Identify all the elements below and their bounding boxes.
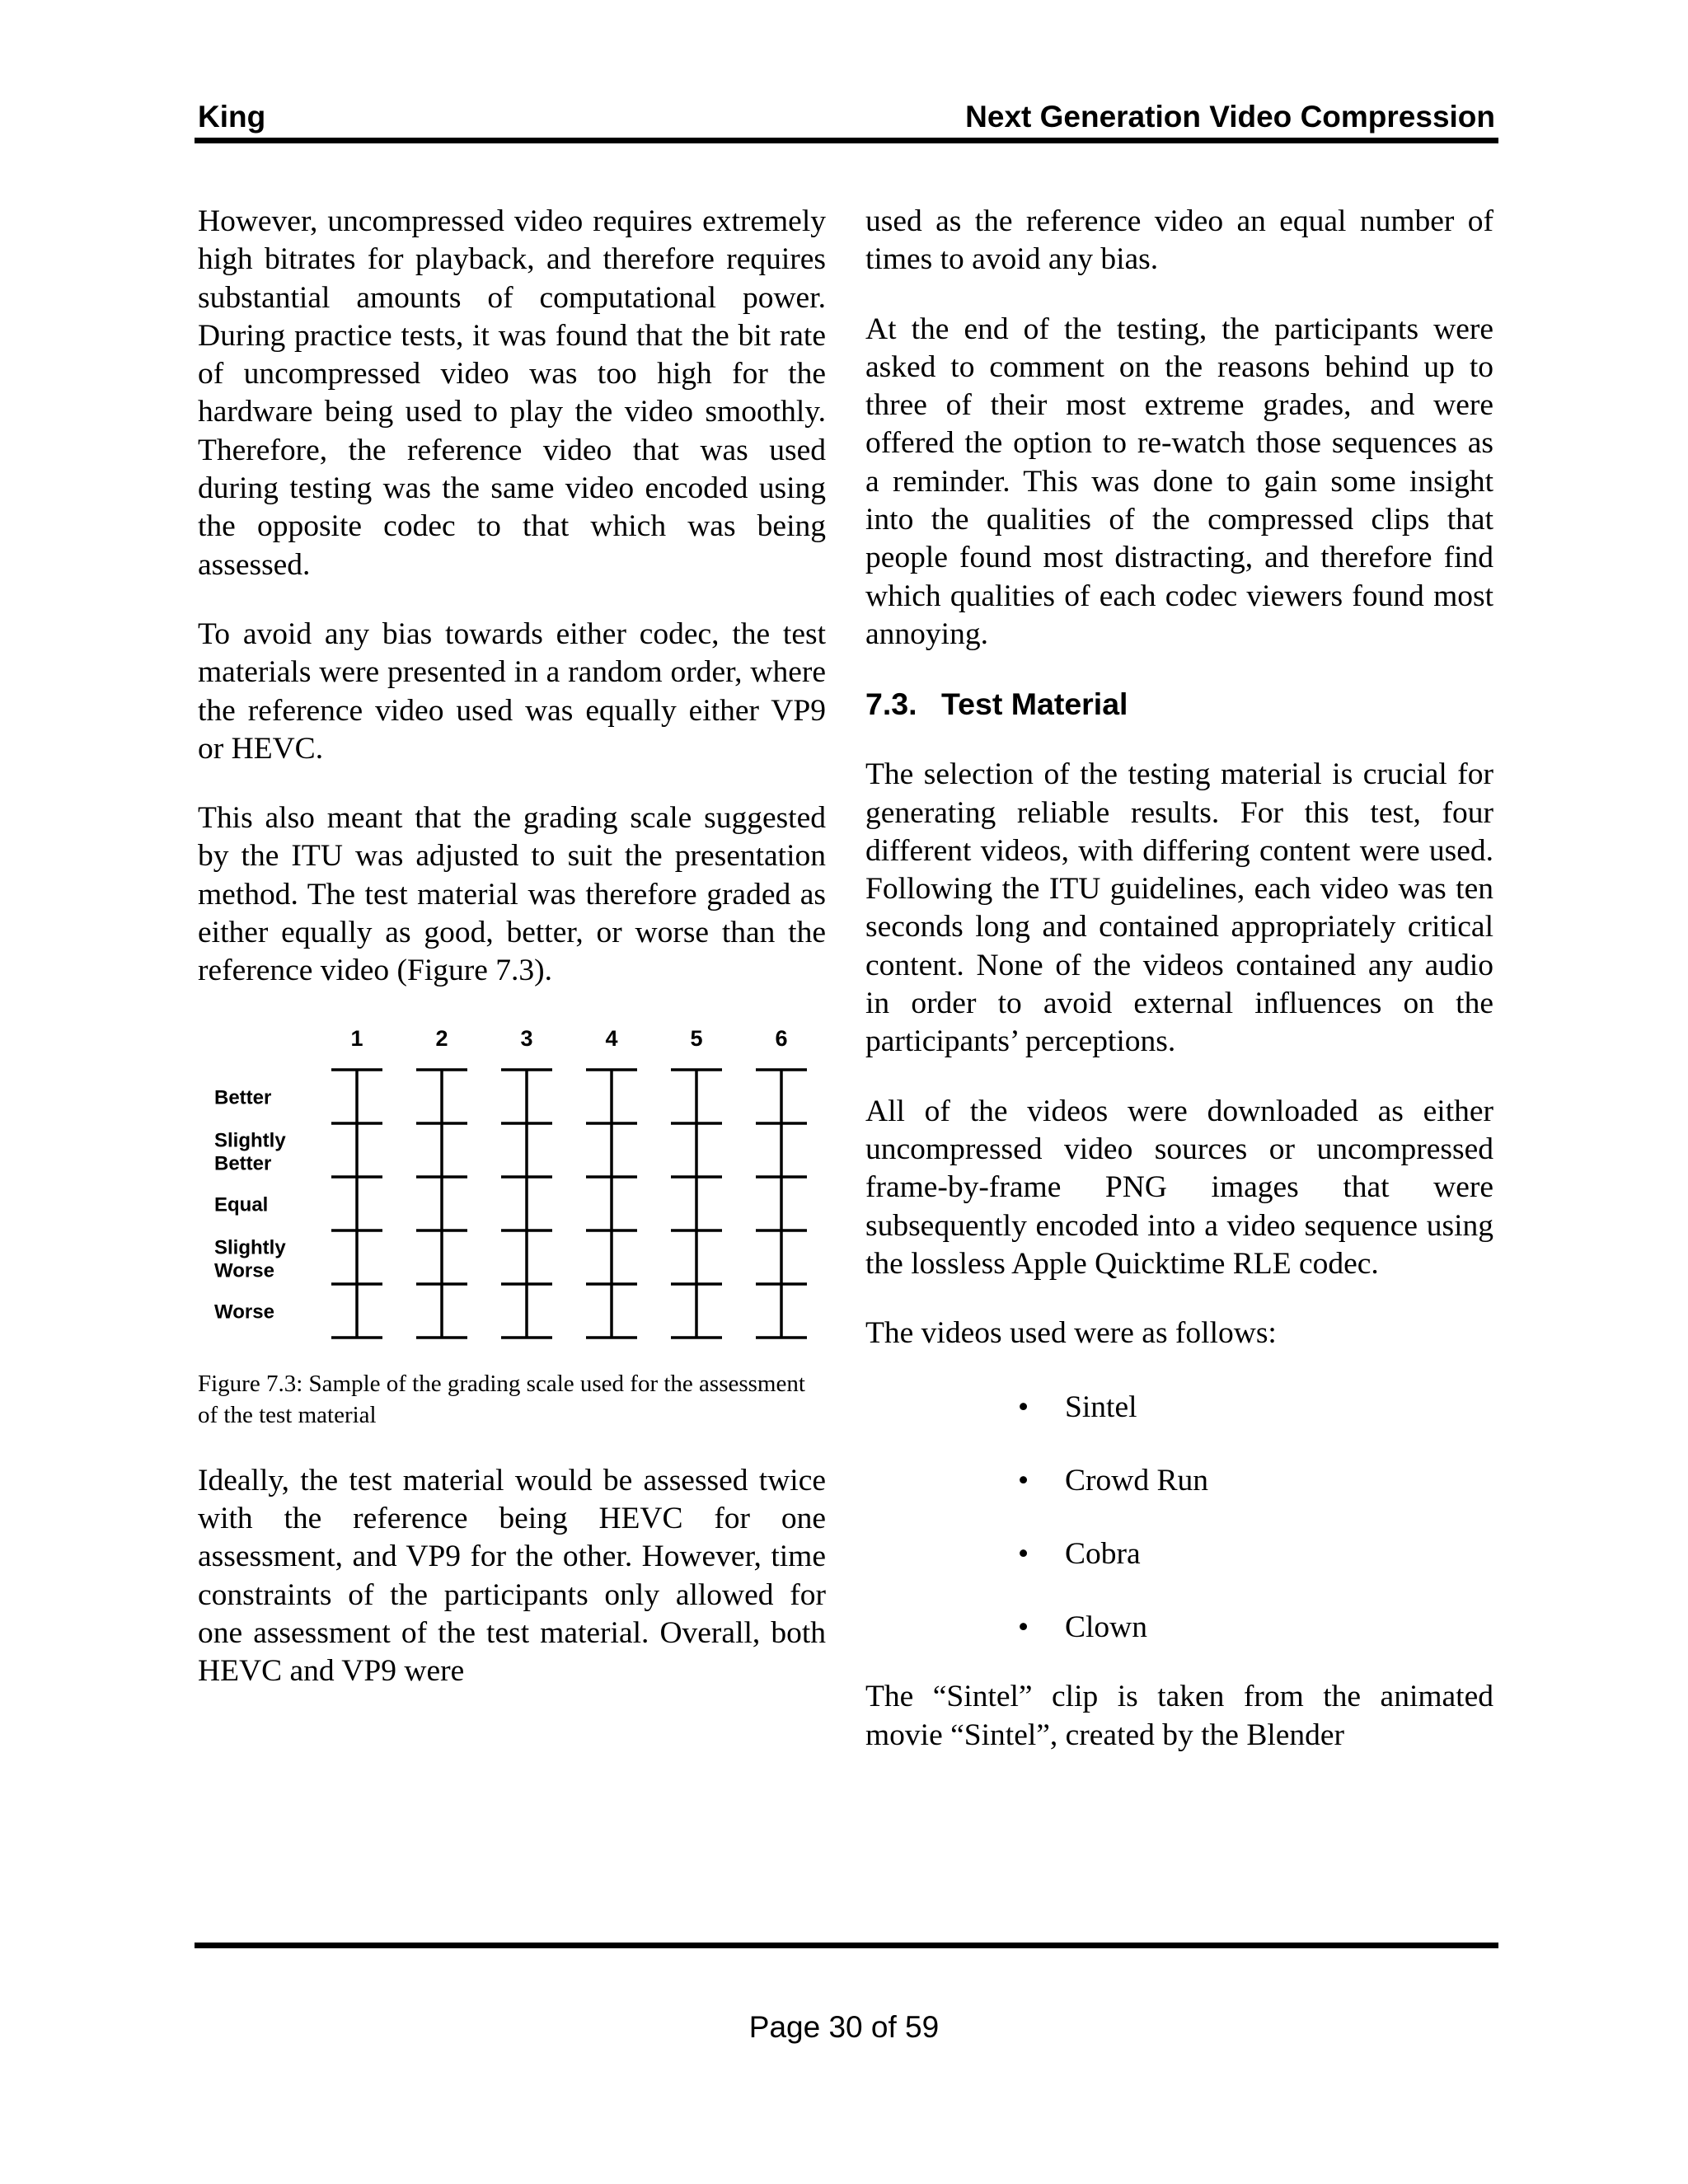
grading-scale-figure	[198, 1022, 826, 1368]
paragraph: Ideally, the test material would be assessed twice with the reference being HEVC for one assessment, and VP9 for the other. However, time constraints of the participants only allowed for one assessment of the test material. Overall, both HEVC and VP9 were	[198, 1463, 826, 1689]
figure-caption: Figure 7.3: Sample of the grading scale used for the assessment of the test material	[198, 1370, 805, 1428]
list-item	[865, 1462, 1493, 1500]
video-name: Clown	[1065, 1610, 1148, 1645]
running-head-author: King	[198, 100, 266, 134]
paragraph: All of the videos were downloaded as either uncompressed video sources or uncompressed frame-by-frame PNG images that were subsequently encoded into a video sequence using the lossless Apple Quicktime RLE codec.	[865, 1094, 1493, 1281]
scale-column-label: 4	[605, 1025, 618, 1051]
paragraph: The selection of the testing material is crucial for generating reliable results. For this test, four different videos, with differing content were used. Following the ITU guidelines, each video was ten seconds long and contained appropriately critical content. None of the videos contained any audio in order to avoid external influences on the participants’ perceptions.	[865, 757, 1493, 1059]
scale-level-label: Worse	[214, 1259, 274, 1282]
bullet-icon: •	[1018, 1610, 1029, 1645]
video-name: Cobra	[1065, 1537, 1141, 1572]
list-item	[865, 1535, 1493, 1573]
bullet-icon: •	[1018, 1537, 1029, 1572]
bullet-icon: •	[1018, 1390, 1029, 1425]
section-heading	[865, 685, 1493, 723]
scale-column-label: 1	[350, 1025, 363, 1051]
grading-scale-diagram	[198, 1022, 826, 1368]
paragraph: The “Sintel” clip is taken from the animated movie “Sintel”, created by the Blender	[865, 1680, 1493, 1752]
section-number: 7.3.	[865, 687, 917, 722]
scale-level-label: Equal	[214, 1193, 269, 1216]
header-rule	[195, 138, 1498, 143]
bullet-icon: •	[1018, 1464, 1029, 1498]
scale-column-label: 3	[520, 1025, 533, 1051]
scale-column-label: 2	[435, 1025, 448, 1051]
paragraph: To avoid any bias towards either codec, the test materials were presented in a random order, where the reference video used was equally either VP9 or HEVC.	[198, 616, 826, 766]
scale-column-label: 5	[690, 1025, 703, 1051]
page-number: Page 30 of 59	[748, 2010, 940, 2044]
list-item	[865, 1609, 1493, 1647]
left-column	[198, 203, 826, 1690]
video-name: Crowd Run	[1065, 1464, 1208, 1498]
scale-level-label: Slightly	[214, 1129, 286, 1152]
section-title: Test Material	[941, 687, 1128, 722]
paragraph: This also meant that the grading scale suggested by the ITU was adjusted to suit the presentation method. The test material was therefore graded as either equally as good, better, or worse than the reference video (Figure 7.3).	[198, 801, 826, 988]
scale-level-label: Better	[214, 1152, 272, 1175]
video-name: Sintel	[1065, 1390, 1137, 1425]
scale-level-label: Worse	[214, 1301, 274, 1324]
right-column	[865, 203, 1493, 1755]
running-head-title: Next Generation Video Compression	[965, 100, 1495, 134]
scale-level-label: Slightly	[214, 1236, 286, 1259]
video-list	[865, 1389, 1493, 1647]
scale-level-label: Better	[214, 1086, 272, 1109]
scale-column-label: 6	[775, 1025, 788, 1051]
paragraph: used as the reference video an equal number of times to avoid any bias.	[865, 204, 1493, 277]
paragraph: At the end of the testing, the participants were asked to comment on the reasons behind up to three of their most extreme grades, and were offered the option to re-watch those sequences as a reminder. This was done to gain some insight into the qualities of the compressed clips that people found most distracting, and therefore find which qualities of each codec viewers found most annoying.	[865, 312, 1493, 651]
list-item	[865, 1389, 1493, 1427]
paragraph: However, uncompressed video requires extremely high bitrates for playback, and therefore requires substantial amounts of computational power. During practice tests, it was found that the bit rate of uncompressed video was too high for the hardware being used to play the video smoothly. Therefore, the reference video that was used during testing was the same video encoded using the opposite codec to that which was being assessed.	[198, 204, 826, 582]
footer-rule	[195, 1943, 1498, 1948]
paragraph: The videos used were as follows:	[865, 1316, 1277, 1351]
